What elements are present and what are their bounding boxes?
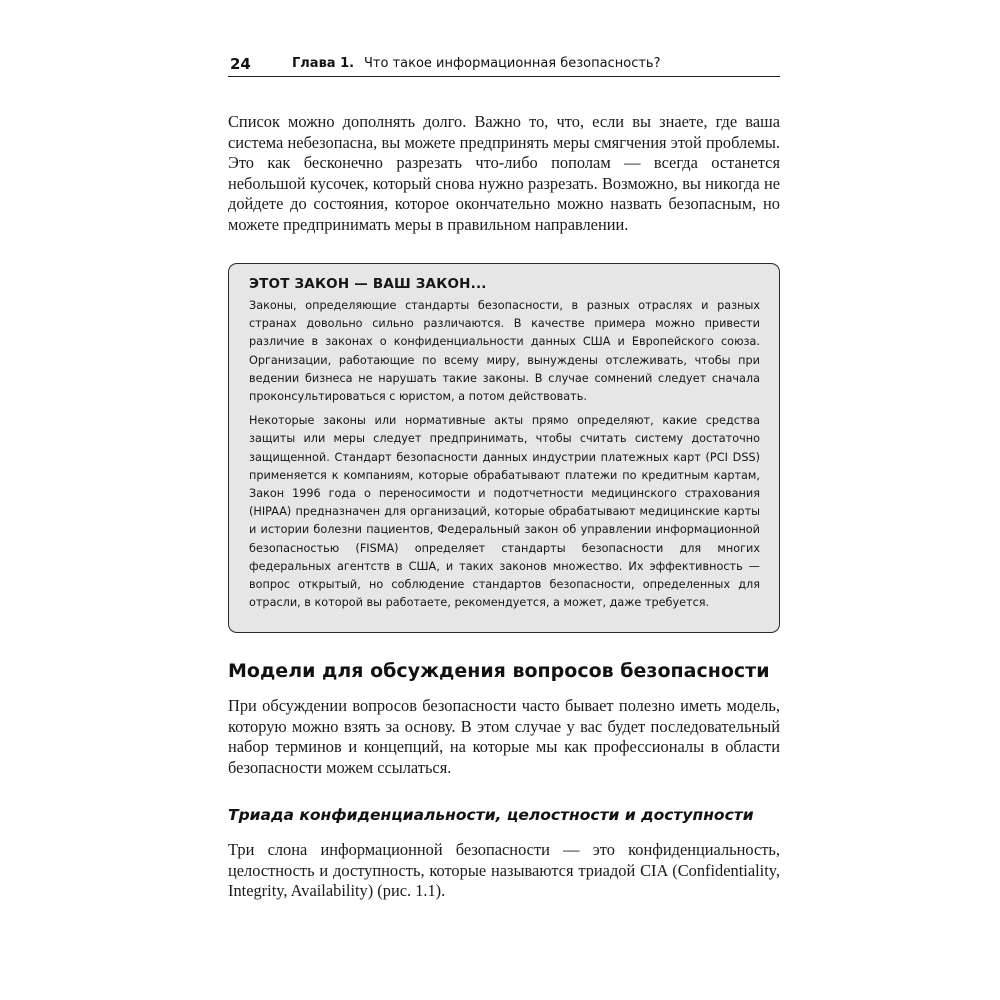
section-heading: Модели для обсуждения вопросов безопасности	[228, 660, 770, 682]
sidebar-box	[228, 263, 780, 633]
intro-paragraph: Список можно дополнять долго. Важно то, что, если вы знаете, где ваша система небезопасна, вы можете предпринять меры смягчения этой проблемы. Это как бесконечно разрезать что-либо пополам — всегда останется небольшой кусочек, который снова нужно разрезать. Возможно, вы никогда не дойдете до состояния, которое окончательно можно назвать безопасным, но можете предпринимать меры в правильном направлении.	[228, 112, 780, 234]
sidebar-paragraph-1: Законы, определяющие стандарты безопасности, в разных отраслях и разных странах довольно сильно различаются. В качестве примера можно привести различие в законах о конфиденциальности данных США и Европейского союза. Организации, работающие по всему миру, вынуждены отслеживать, чтобы при ведении бизнеса не нарушать такие законы. В случае сомнений следует сначала проконсультироваться с юристом, а потом действовать.	[249, 299, 760, 404]
subsection-paragraph: Три слона информационной безопасности — это конфиденциальность, целостность и доступность, которые называются триадой CIA (Confidentiality, Integrity, Availability) (рис. 1.1).	[228, 840, 780, 900]
chapter-title: Что такое информационная безопасность?	[364, 56, 661, 71]
running-header	[228, 54, 780, 77]
page-number: 24	[230, 55, 251, 73]
sidebar-paragraph-2: Некоторые законы или нормативные акты прямо определяют, какие средства защиты или меры следует предпринимать, чтобы считать систему достаточно защищенной. Стандарт безопасности данных индустрии платежных карт (PCI DSS) применяется к компаниям, которые обрабатывают платежи по кредитным картам, Закон 1996 года о переносимости и подотчетности медицинского страхования (HIPAA) предназначен для организаций, которые обрабатывают медицинские карты и истории болезни пациентов, Федеральный закон об управлении информационной безопасностью (FISMA) определяет стандарты безопасности для многих федеральных агентств в США, и таких законов множество. Их эффективность — вопрос открытый, но соблюдение стандартов безопасности, определенных для отрасли, в которой вы работаете, рекомендуется, а может, даже требуется.	[249, 414, 760, 610]
chapter-label: Глава 1.	[292, 56, 355, 71]
section-paragraph: При обсуждении вопросов безопасности часто бывает полезно иметь модель, которую можно взять за основу. В этом случае у вас будет последовательный набор терминов и концепций, на которые мы как профессионалы в области безопасности можем ссылаться.	[228, 696, 780, 777]
sidebar-title: ЭТОТ ЗАКОН — ВАШ ЗАКОН...	[249, 276, 487, 292]
subsection-heading: Триада конфиденциальности, целостности и доступности	[228, 806, 754, 824]
